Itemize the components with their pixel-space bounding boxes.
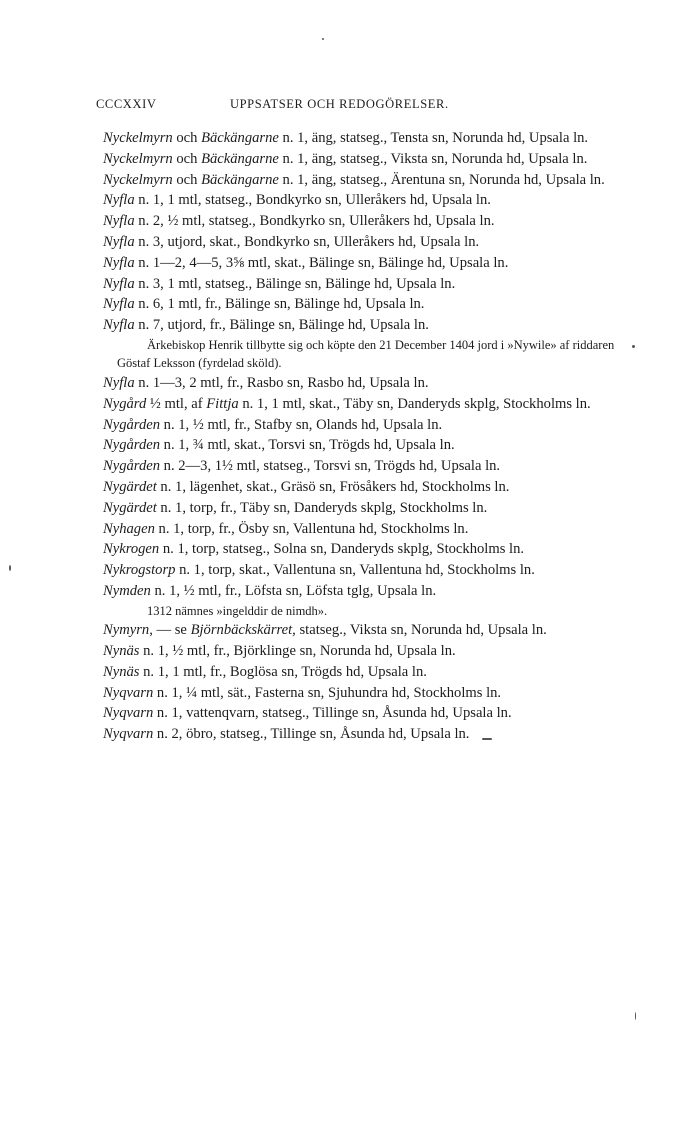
place-name: Nyfla: [103, 192, 135, 209]
place-name: Nygården: [103, 416, 161, 433]
place-name: Nygård: [103, 395, 147, 412]
running-header: [96, 97, 496, 115]
place-name: Nymden: [103, 582, 151, 599]
scan-speck: [322, 38, 324, 40]
place-entry: [103, 232, 615, 253]
place-entry: [103, 641, 615, 662]
entry-details: n. 1, ½ mtl, fr., Löfsta sn, Löfsta tglg, Upsala ln.: [150, 582, 437, 599]
place-name: Nyckelmyrn: [103, 150, 173, 167]
place-entry: [103, 294, 615, 315]
entry-details: n. 1, äng, statseg., Viksta sn, Norunda hd, Upsala ln.: [278, 150, 588, 167]
place-name: Nyhagen: [103, 520, 155, 537]
place-entry: [103, 435, 615, 456]
place-name: Nynäs: [103, 643, 140, 660]
place-name: Nygärdet: [103, 499, 157, 516]
entry-details: n. 1, vattenqvarn, statseg., Tillinge sn, Åsunda hd, Upsala ln.: [153, 705, 512, 722]
entry-details: n. 1, torp, skat., Vallentuna sn, Vallentuna hd, Stockholms ln.: [175, 562, 535, 579]
entry-details: n. 1—2, 4—5, 3⅝ mtl, skat., Bälinge sn, Bälinge hd, Upsala ln.: [134, 254, 509, 271]
place-entry: [103, 149, 615, 170]
entry-details: n. 2—3, 1½ mtl, statseg., Torsvi sn, Trögds hd, Upsala ln.: [160, 458, 501, 475]
entry-details: n. 1, ½ mtl, fr., Stafby sn, Olands hd, Upsala ln.: [160, 416, 443, 433]
entry-details: n. 1, ¾ mtl, skat., Torsvi sn, Trögds hd, Upsala ln.: [160, 437, 455, 454]
place-name: Bäckängarne: [201, 171, 279, 188]
place-entry: [103, 539, 615, 560]
place-name: Nygården: [103, 458, 161, 475]
entry-details: n. 1—3, 2 mtl, fr., Rasbo sn, Rasbo hd, Upsala ln.: [134, 374, 429, 391]
place-name: Nykrogen: [103, 541, 160, 558]
place-name: Nygärdet: [103, 478, 157, 495]
place-name: Nymyrn: [103, 622, 150, 639]
place-name: Fittja: [206, 395, 239, 412]
entry-details: statseg., Viksta sn, Norunda hd, Upsala ln.: [295, 622, 547, 639]
entry-details: n. 1, 1 mtl, fr., Boglösa sn, Trögds hd, Upsala ln.: [139, 663, 427, 680]
place-entry: [103, 620, 615, 641]
note-text: Ärkebiskop Henrik tillbytte sig och köpte den 21 December 1404 jord i »Nywile» af riddaren Göstaf Leksson (fyrdelad sköld).: [117, 337, 615, 371]
place-entry: [103, 662, 615, 683]
page-folio: CCCXXIV: [96, 97, 157, 111]
entry-details: ½ mtl, af: [146, 395, 207, 412]
place-name: Nyqvarn: [103, 684, 154, 701]
place-name: Nyckelmyrn: [103, 171, 173, 188]
place-name: Bäckängarne: [201, 130, 279, 146]
place-name: Nyfla: [103, 374, 135, 391]
place-name: Nyfla: [103, 254, 135, 271]
entry-details: och: [172, 130, 202, 146]
entry-details: n. 3, 1 mtl, statseg., Bälinge sn, Bälinge hd, Upsala ln.: [134, 275, 456, 292]
entry-details: n. 1, torp, statseg., Solna sn, Danderyds skplg, Stockholms ln.: [159, 541, 525, 558]
place-name: Bäckängarne: [201, 150, 279, 167]
place-name: Nynäs: [103, 663, 140, 680]
entry-details: n. 1, ½ mtl, fr., Björklinge sn, Norunda hd, Upsala ln.: [139, 643, 456, 660]
entry-details: och: [172, 150, 202, 167]
entry-details: n. 1, torp, fr., Täby sn, Danderyds skplg, Stockholms ln.: [156, 499, 488, 516]
place-entry: [103, 683, 615, 704]
place-entry: [103, 394, 615, 415]
place-entry: [103, 253, 615, 274]
place-name: Nyfla: [103, 275, 135, 292]
place-entry: [103, 315, 615, 336]
scan-speck: [482, 738, 492, 740]
running-title: UPPSATSER OCH REDOGÖRELSER.: [230, 97, 449, 111]
place-name: Nyqvarn: [103, 705, 154, 722]
place-entry: [103, 170, 615, 191]
entry-details: n. 3, utjord, skat., Bondkyrko sn, Ulleråkers hd, Upsala ln.: [134, 233, 480, 250]
place-entry: [103, 274, 615, 295]
place-name: Nyfla: [103, 296, 135, 313]
place-entry: [103, 477, 615, 498]
place-entry: [103, 560, 615, 581]
scan-speck: [9, 565, 11, 571]
entry-details: n. 1, 1 mtl, statseg., Bondkyrko sn, Ulleråkers hd, Upsala ln.: [134, 192, 491, 209]
gazetteer-entries: [103, 128, 615, 745]
place-name: Björnbäckskärret,: [190, 622, 296, 639]
place-entry: [103, 703, 615, 724]
entry-details: och: [172, 171, 202, 188]
place-entry: [103, 519, 615, 540]
entry-details: n. 1, ¼ mtl, sät., Fasterna sn, Sjuhundra hd, Stockholms ln.: [153, 684, 502, 701]
place-name: Nyfla: [103, 213, 135, 230]
scan-speck: [632, 345, 635, 348]
entry-details: n. 1, äng, statseg., Ärentuna sn, Norunda hd, Upsala ln.: [278, 171, 605, 188]
entry-details: , — se: [149, 622, 191, 639]
entry-details: n. 1, äng, statseg., Tensta sn, Norunda hd, Upsala ln.: [278, 130, 589, 146]
place-entry: [103, 456, 615, 477]
historical-note: [103, 336, 615, 373]
place-entry: [103, 211, 615, 232]
entry-details: n. 1, torp, fr., Ösby sn, Vallentuna hd, Stockholms ln.: [154, 520, 469, 537]
place-name: Nygården: [103, 437, 161, 454]
entry-details: n. 6, 1 mtl, fr., Bälinge sn, Bälinge hd, Upsala ln.: [134, 296, 425, 313]
entry-details: n. 7, utjord, fr., Bälinge sn, Bälinge hd, Upsala ln.: [134, 317, 429, 334]
place-entry: [103, 581, 615, 602]
place-entry: [103, 190, 615, 211]
place-name: Nyfla: [103, 317, 135, 334]
note-text: 1312 nämnes »ingelddir de nimdh».: [147, 603, 328, 618]
place-name: Nyckelmyrn: [103, 130, 173, 146]
entry-details: n. 1, 1 mtl, skat., Täby sn, Danderyds skplg, Stockholms ln.: [238, 395, 591, 412]
place-entry: [103, 373, 615, 394]
place-name: Nyqvarn: [103, 726, 154, 743]
place-entry: [103, 415, 615, 436]
historical-note: [103, 602, 615, 621]
entry-details: n. 2, ½ mtl, statseg., Bondkyrko sn, Ulleråkers hd, Upsala ln.: [134, 213, 495, 230]
entry-details: n. 1, lägenhet, skat., Gräsö sn, Frösåkers hd, Stockholms ln.: [156, 478, 510, 495]
place-entry: [103, 724, 615, 745]
entry-details: n. 2, öbro, statseg., Tillinge sn, Åsunda hd, Upsala ln.: [153, 726, 470, 743]
place-name: Nyfla: [103, 233, 135, 250]
place-name: Nykrogstorp: [103, 562, 176, 579]
place-entry: [103, 498, 615, 519]
place-entry: [103, 128, 615, 149]
scan-speck: [635, 1012, 636, 1020]
